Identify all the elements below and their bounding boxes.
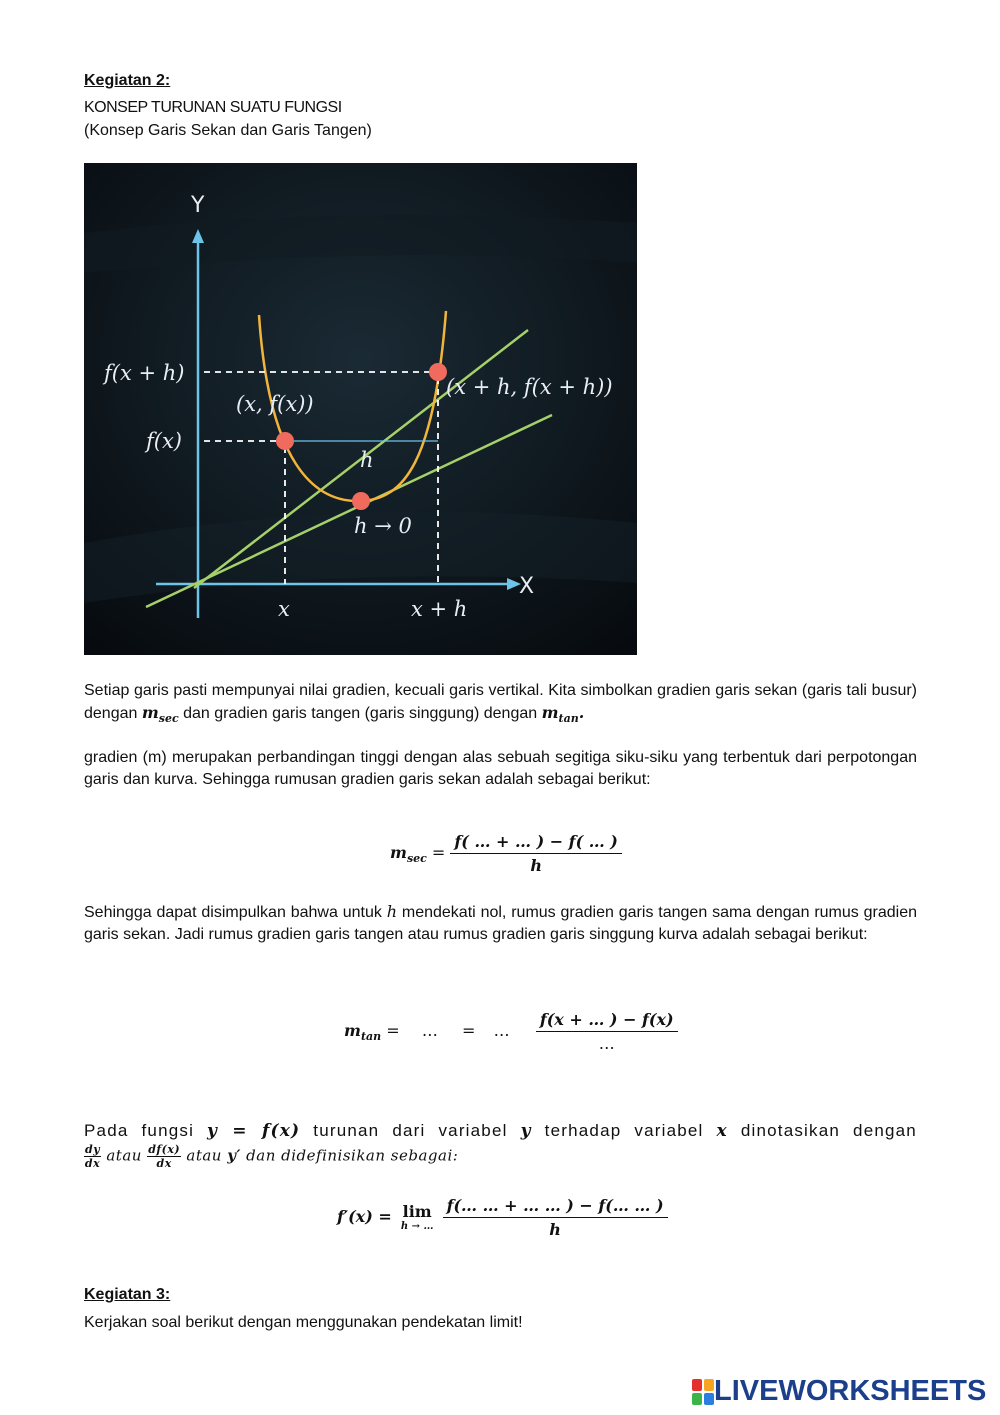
paragraph-derivative-line1: Pada fungsi y = f(x) turunan dari variabel y terhadap variabel x dinotasikan dengan (84, 1121, 917, 1141)
secant-numerator: f( … + … ) − f( … ) (450, 832, 621, 854)
activity-2-heading: Kegiatan 2: (84, 72, 171, 89)
formula-secant-gradient: $m_{sec}$ = $\frac{f( \dots + \dots ) - f( \dots )}{h}$ (390, 832, 622, 875)
y-axis-label: Y (191, 193, 205, 218)
tangent-denominator: … (598, 1034, 615, 1053)
label-h-to-zero: h → 0 (354, 514, 412, 538)
activity-2-subtitle: (Konsep Garis Sekan dan Garis Tangen) (84, 122, 372, 139)
label-point-left: (x, f(x)) (236, 392, 314, 416)
derivative-denominator: h (549, 1220, 561, 1239)
label-f-x: f(x) (146, 429, 183, 453)
tick-label-x-plus-h: x + h (411, 597, 468, 621)
liveworksheets-logo (692, 1375, 986, 1408)
label-point-right: (x + h, f(x + h)) (446, 375, 613, 399)
point-x (276, 432, 294, 450)
secant-tangent-graph (84, 163, 637, 655)
limit-operator: lim (402, 1202, 432, 1221)
activity-3-instruction: Kerjakan soal berikut dengan menggunakan pendekatan limit! (84, 1314, 523, 1331)
paragraph-tangent-conclusion: Sehingga dapat disimpulkan bahwa untuk h mendekati nol, rumus gradien garis tangen sama dengan rumus gradien garis sekan. Jadi rumus gradien garis tangen atau rumus gradien garis singgung kurva adalah sebagai berikut: (84, 902, 918, 943)
label-h: h (360, 448, 374, 472)
tangent-blank-1: … (421, 1021, 438, 1040)
tick-label-x: x (278, 597, 290, 621)
tangent-blank-2: … (493, 1021, 510, 1040)
point-x-plus-h (429, 363, 447, 381)
x-axis-label: X (519, 574, 535, 599)
derivative-numerator: f(… … + … … ) − f(… … ) (443, 1196, 668, 1218)
label-f-x-plus-h: f(x + h) (104, 361, 185, 385)
limit-subscript: h → … (400, 1221, 434, 1232)
tangent-numerator: f(x + … ) − f(x) (536, 1010, 678, 1032)
formula-derivative-limit: f′(x) = lim h → … $\frac{f(\dots \dots + \dots \dots ) - f(\dots \dots )}{h}$ (337, 1196, 668, 1239)
point-tangent (352, 492, 370, 510)
liveworksheets-logo-text: LIVEWORKSHEETS (714, 1375, 987, 1407)
liveworksheets-logo-icon (692, 1379, 714, 1405)
activity-3-heading: Kegiatan 3: (84, 1286, 171, 1303)
secant-denominator: h (530, 856, 542, 875)
paragraph-gradient-definition: gradien (m) merupakan perbandingan tinggi dengan alas sebuah segitiga siku-siku yang terbentuk dari perpotongan garis dan kurva. Sehingga rumusan gradien garis sekan adalah sebagai berikut: (84, 749, 917, 788)
paragraph-gradient-intro: Setiap garis pasti mempunyai nilai gradien, kecuali garis vertikal. Kita simbolkan gradien garis sekan (garis tali busur) dengan $m_{sec}$ dan gradien garis tangen (garis singgung) dengan $m_{tan}$. (84, 682, 917, 726)
formula-tangent-gradient: $m_{tan}$ = … = … $\frac{f(x + \dots ) - f(x)}{\dots}$ (344, 1010, 678, 1053)
paragraph-derivative-line2: $\frac{dy}{dx}$ atau $\frac{df(x)}{dx}$ atau y′ dan didefinisikan sebagai: (84, 1143, 459, 1170)
activity-2-title: KONSEP TURUNAN SUATU FUNGSI (84, 99, 342, 116)
